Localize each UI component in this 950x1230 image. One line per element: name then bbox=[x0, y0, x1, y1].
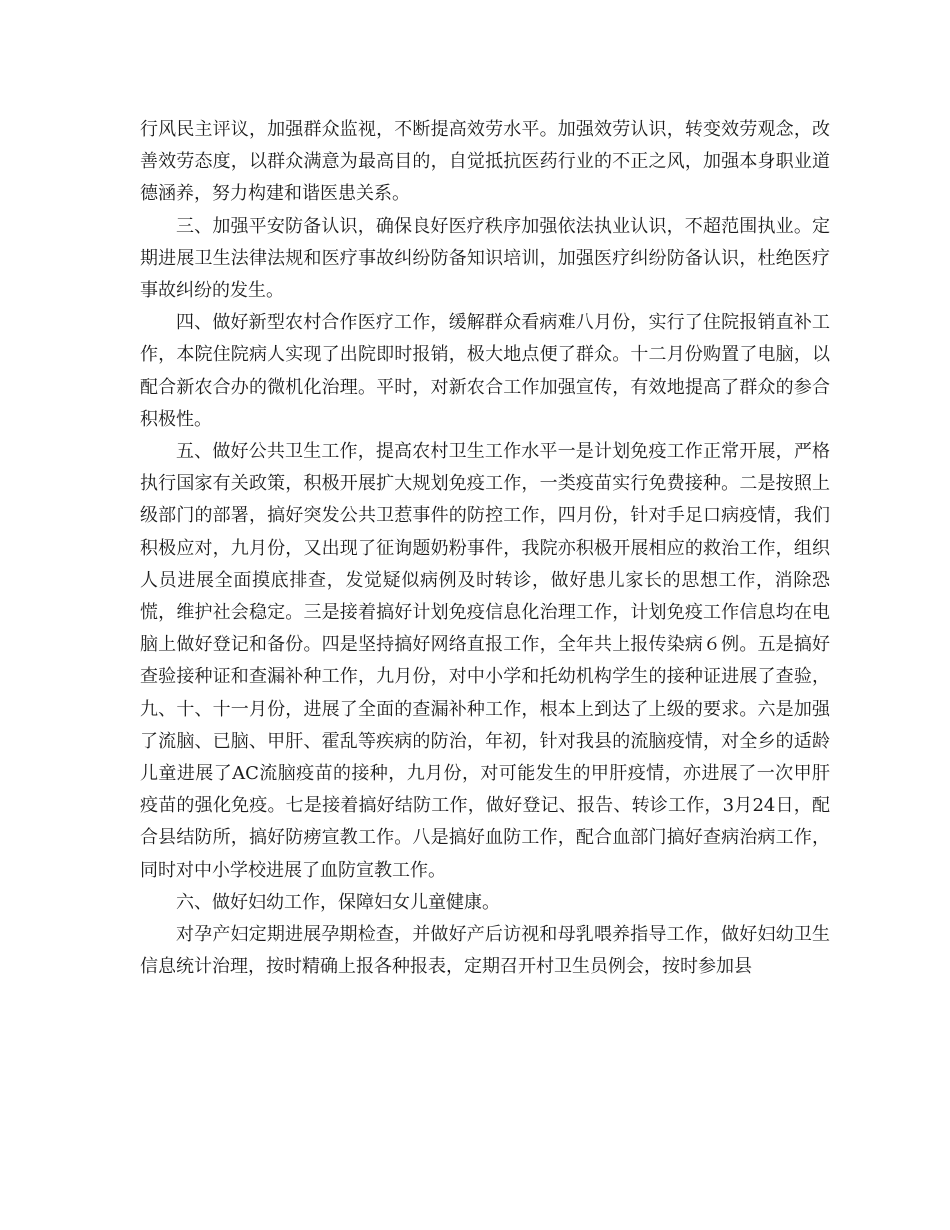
paragraph-4: 五、做好公共卫生工作，提高农村卫生工作水平一是计划免疫工作正常开展，严格执行国家有关政策，积极开展扩大规划免疫工作，一类疫苗实行免费接种。二是按照上级部门的部署，搞好突发公共卫惹事件的防控工作，四月份，针对手足口病疫情，我们积极应对，九月份，又出现了征询题奶粉事件，我院亦积极开展相应的救治工作，组织人员进展全面摸底排查，发觉疑似病例及时转诊，做好患儿家长的思想工作，消除恐慌，维护社会稳定。三是接着搞好计划免疫信息化治理工作，计划免疫工作信息均在电脑上做好登记和备份。四是坚持搞好网络直报工作，全年共上报传染病６例。五是搞好查验接种证和查漏补种工作，九月份，对中小学和托幼机构学生的接种证进展了查验，九、十、十一月份，进展了全面的查漏补种工作，根本上到达了上级的要求。六是加强了流脑、已脑、甲肝、霍乱等疾病的防治，年初，针对我县的流脑疫情，对全乡的适龄儿童进展了AC流脑疫苗的接种，九月份，对可能发生的甲肝疫情，亦进展了一次甲肝疫苗的强化免疫。七是接着搞好结防工作，做好登记、报告、转诊工作，3月24日，配合县结防所，搞好防痨宣教工作。八是搞好血防工作，配合血部门搞好查病治病工作，同时对中小学校进展了血防宣教工作。 bbox=[140, 441, 830, 881]
document-page bbox=[140, 114, 830, 983]
paragraph-3: 四、做好新型农村合作医疗工作，缓解群众看病难八月份，实行了住院报销直补工作，本院住院病人实现了出院即时报销，极大地点便了群众。十二月份购置了电脑，以配合新农合办的微机化治理。平时，对新农合工作加强宣传，有效地提高了群众的参合积极性。 bbox=[140, 312, 830, 430]
paragraph-6: 对孕产妇定期进展孕期检查，并做好产后访视和母乳喂养指导工作，做好妇幼卫生信息统计治理，按时精确上报各种报表，定期召开村卫生员例会，按时参加县 bbox=[140, 924, 830, 978]
paragraph-1: 行风民主评议，加强群众监视，不断提高效劳水平。加强效劳认识，转变效劳观念，改善效劳态度，以群众满意为最高目的，自觉抵抗医药行业的不正之风，加强本身职业道德涵养，努力构建和谐医患关系。 bbox=[140, 119, 830, 205]
paragraph-5: 六、做好妇幼工作，保障妇女儿童健康。 bbox=[176, 891, 500, 913]
paragraph-2: 三、加强平安防备认识，确保良好医疗秩序加强依法执业认识，不超范围执业。定期进展卫生法律法规和医疗事故纠纷防备知识培训，加强医疗纠纷防备认识，杜绝医疗事故纠纷的发生。 bbox=[140, 215, 830, 302]
